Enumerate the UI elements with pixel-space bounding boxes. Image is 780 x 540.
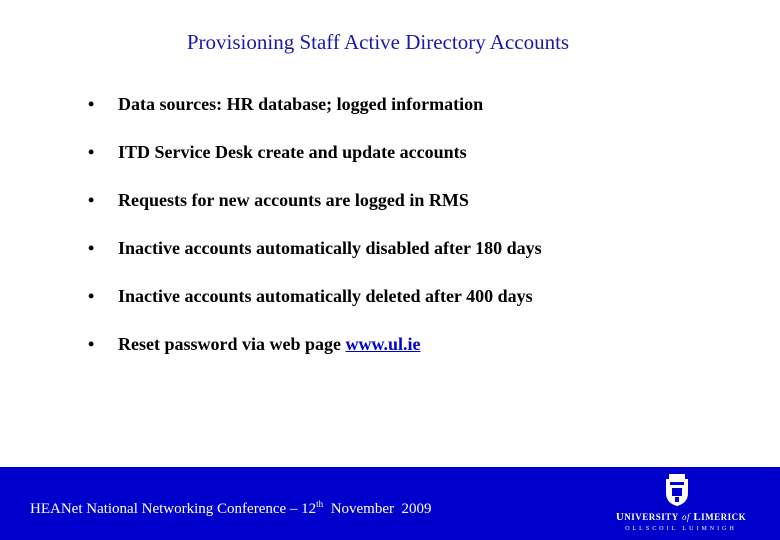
bullet-text-prefix: Reset password via web page [118, 334, 346, 354]
university-subtitle: OLLSCOIL LUIMNIGH [625, 526, 737, 532]
bullet-marker: • [88, 286, 95, 306]
bullet-marker: • [88, 142, 95, 162]
footer-bar [0, 467, 780, 540]
bullet-marker: • [88, 94, 95, 114]
bullet-text: Requests for new accounts are logged in RMS [118, 190, 469, 210]
footer-text-date: November 2009 [323, 501, 432, 517]
logo-word-limerick: IMERICK [701, 512, 747, 522]
logo-word-university: NIVERSITY [624, 512, 679, 522]
bullet-text [118, 334, 421, 355]
bullet-text: Data sources: HR database; logged information [118, 94, 484, 114]
logo-initial-l: L [693, 511, 702, 523]
bullet-item [88, 286, 542, 334]
bullet-text: Inactive accounts automatically disabled after 180 days [118, 238, 542, 258]
bullet-text: ITD Service Desk create and update accounts [118, 142, 467, 162]
footer-superscript: th [316, 499, 324, 509]
bullet-item [88, 190, 542, 238]
bullet-item [88, 94, 542, 142]
bullet-text: Inactive accounts automatically deleted after 400 days [118, 286, 533, 306]
university-logo [608, 471, 754, 537]
website-link[interactable]: www.ul.ie [345, 334, 421, 354]
bullet-marker: • [88, 334, 95, 354]
bullet-item [88, 334, 542, 382]
logo-word-of: of [682, 512, 691, 522]
university-name [608, 511, 754, 523]
bullet-list [88, 94, 542, 382]
logo-initial-u: U [615, 511, 625, 523]
bullet-marker: • [88, 190, 95, 210]
footer-text-main: HEANet National Networking Conference – 12 [30, 501, 317, 517]
crest-icon [664, 473, 690, 507]
slide-title: Provisioning Staff Active Directory Accounts [186, 30, 570, 54]
bullet-marker: • [88, 238, 95, 258]
bullet-item [88, 238, 542, 286]
footer-text [30, 499, 432, 518]
bullet-item [88, 142, 542, 190]
